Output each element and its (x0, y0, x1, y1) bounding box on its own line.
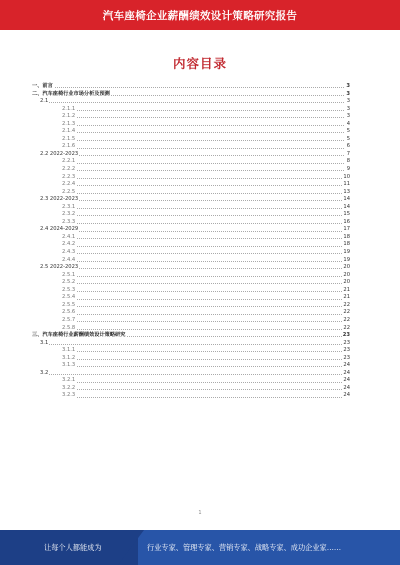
toc-entry-text: 3.1.3 (62, 362, 76, 369)
toc-leader-dots (40, 374, 344, 375)
toc-entry-text: 3.2.3 (62, 392, 76, 399)
toc-leader-dots (62, 359, 344, 360)
toc-entry-text: 2.1.5 (62, 135, 76, 142)
toc-entry-page: 17 (343, 226, 350, 233)
toc-entry[interactable] (32, 385, 350, 393)
toc-entry-text: 2.4 2024-2029 (40, 226, 79, 233)
toc-leader-dots (62, 185, 344, 186)
toc-entry-page: 22 (343, 316, 350, 323)
toc-entry[interactable] (32, 347, 350, 355)
toc-leader-dots (62, 382, 344, 383)
toc-entry-page: 20 (343, 264, 350, 271)
toc-entry-page: 23 (343, 339, 350, 346)
toc-leader-dots (62, 170, 344, 171)
toc-entry-text: 2.5.1 (62, 271, 76, 278)
toc-entry[interactable] (32, 174, 350, 182)
toc-entry-text: 3.2.2 (62, 384, 76, 391)
toc-leader-dots (40, 155, 344, 156)
toc-leader-dots (62, 215, 344, 216)
toc-entry[interactable] (32, 181, 350, 189)
toc-leader-dots (62, 261, 344, 262)
toc-entry[interactable] (32, 287, 350, 295)
toc-entry-page: 23 (342, 332, 350, 339)
toc-entry-page: 9 (346, 166, 350, 173)
toc-entry-text: 2.5 2022-2023 (40, 264, 79, 271)
toc-leader-dots (62, 178, 344, 179)
toc-entry-text: 2.4.1 (62, 233, 76, 240)
toc-entry-page: 3 (346, 98, 350, 105)
toc-entry-page: 3 (346, 113, 350, 120)
toc-leader-dots (62, 246, 344, 247)
toc-entry[interactable] (32, 279, 350, 287)
toc-entry-page: 21 (343, 286, 350, 293)
toc-entry[interactable] (32, 121, 350, 129)
toc-entry-text: 2.4.4 (62, 256, 76, 263)
toc-entry-text: 2.1 (40, 98, 49, 105)
toc-entry-text: 2.4.3 (62, 249, 76, 256)
toc-entry-text: 三、汽车座椅行业薪酬绩效设计策略研究 (32, 332, 126, 339)
toc-leader-dots (62, 125, 344, 126)
toc-entry[interactable] (32, 370, 350, 378)
toc-entry-text: 2.1.3 (62, 120, 76, 127)
toc-leader-dots (62, 140, 344, 141)
toc-entry-text: 3.2 (40, 369, 49, 376)
toc-entry[interactable] (32, 332, 350, 340)
toc-leader-dots (62, 306, 344, 307)
toc-entry-text: 2.1.1 (62, 105, 76, 112)
toc-entry-page: 18 (343, 241, 350, 248)
toc-entry-page: 14 (343, 196, 350, 203)
toc-leader-dots (62, 163, 344, 164)
toc-entry-page: 22 (343, 301, 350, 308)
toc-leader-dots (40, 268, 344, 269)
footer-wedge (118, 530, 144, 565)
toc-entry[interactable] (32, 113, 350, 121)
toc-entry[interactable] (32, 151, 350, 159)
toc-leader-dots (62, 253, 344, 254)
toc-entry-page: 24 (343, 384, 350, 391)
toc-leader-dots (40, 200, 344, 201)
toc-leader-dots (62, 366, 344, 367)
toc-entry[interactable] (32, 264, 350, 272)
table-of-contents (32, 83, 350, 400)
toc-leader-dots (62, 299, 344, 300)
toc-entry-text: 2.2.5 (62, 188, 76, 195)
toc-entry-page: 5 (346, 128, 350, 135)
toc-leader-dots (62, 397, 344, 398)
toc-entry-page: 22 (343, 324, 350, 331)
toc-entry-text: 2.3.1 (62, 203, 76, 210)
page-title: 内容目录 (172, 56, 227, 71)
toc-leader-dots (62, 276, 344, 277)
toc-leader-dots (62, 208, 344, 209)
toc-entry[interactable] (32, 355, 350, 363)
toc-entry[interactable] (32, 204, 350, 212)
toc-leader-dots (62, 314, 344, 315)
toc-entry-text: 2.3 2022-2023 (40, 196, 79, 203)
toc-entry-text: 2.2.2 (62, 166, 76, 173)
toc-entry[interactable] (32, 91, 350, 99)
toc-entry[interactable] (32, 241, 350, 249)
toc-leader-dots (62, 283, 344, 284)
toc-entry-page: 23 (343, 354, 350, 361)
toc-entry[interactable] (32, 340, 350, 348)
toc-leader-dots (62, 117, 344, 118)
toc-entry-text: 2.5.5 (62, 301, 76, 308)
toc-entry-text: 2.2.1 (62, 158, 76, 165)
toc-entry[interactable] (32, 158, 350, 166)
toc-leader-dots (62, 351, 344, 352)
toc-entry-text: 3.1.1 (62, 347, 76, 354)
toc-entry-page: 18 (343, 233, 350, 240)
toc-entry-page: 11 (343, 181, 350, 188)
toc-leader-dots (40, 231, 344, 232)
footer-slogan-right: 行业专家、管理专家、营销专家、战略专家、成功企业家…… (147, 543, 342, 552)
toc-entry-page: 24 (343, 377, 350, 384)
toc-entry[interactable] (32, 143, 350, 151)
toc-entry-text: 2.3.2 (62, 211, 76, 218)
toc-entry-page: 20 (343, 271, 350, 278)
toc-entry[interactable] (32, 325, 350, 333)
toc-entry-page: 24 (343, 392, 350, 399)
toc-entry[interactable] (32, 83, 350, 91)
toc-entry[interactable] (32, 302, 350, 310)
report-title: 汽车座椅企业薪酬绩效设计策略研究报告 (102, 10, 298, 22)
toc-entry-text: 2.4.2 (62, 241, 76, 248)
toc-leader-dots (32, 87, 344, 88)
toc-entry-page: 7 (346, 150, 350, 157)
toc-entry-page: 3 (346, 90, 350, 97)
toc-entry-page: 14 (343, 203, 350, 210)
toc-entry-text: 2.1.2 (62, 113, 76, 120)
toc-entry-text: 2.5.3 (62, 286, 76, 293)
toc-leader-dots (62, 132, 344, 133)
toc-leader-dots (62, 321, 344, 322)
toc-entry-text: 2.5.6 (62, 309, 76, 316)
toc-entry[interactable] (32, 196, 350, 204)
toc-entry-text: 二、汽车座椅行业市场分析及预测 (32, 90, 110, 97)
toc-entry-text: 2.5.4 (62, 294, 76, 301)
toc-entry-page: 15 (343, 211, 350, 218)
toc-entry-page: 23 (343, 347, 350, 354)
footer-slogan-left: 让每个人都能成为 (44, 543, 102, 552)
toc-entry-text: 2.2.4 (62, 181, 76, 188)
toc-entry-page: 3 (346, 105, 350, 112)
toc-entry-page: 24 (343, 369, 350, 376)
footer-bar (0, 530, 400, 565)
toc-entry-text: 2.5.8 (62, 324, 76, 331)
toc-entry-page: 4 (346, 120, 350, 127)
toc-leader-dots (62, 223, 344, 224)
toc-entry-page: 10 (343, 173, 350, 180)
toc-entry[interactable] (32, 234, 350, 242)
toc-entry[interactable] (32, 189, 350, 197)
toc-entry-text: 2.2 2022-2023 (40, 150, 79, 157)
toc-leader-dots (62, 329, 344, 330)
toc-entry-page: 19 (343, 256, 350, 263)
toc-leader-dots (62, 291, 344, 292)
toc-entry-text: 3.2.1 (62, 377, 76, 384)
toc-entry-text: 2.5.7 (62, 316, 76, 323)
toc-entry[interactable] (32, 98, 350, 106)
toc-entry[interactable] (32, 362, 350, 370)
toc-entry-page: 24 (343, 362, 350, 369)
toc-entry-text: 3.1.2 (62, 354, 76, 361)
toc-leader-dots (40, 102, 344, 103)
toc-entry[interactable] (32, 392, 350, 400)
toc-entry-page: 22 (343, 309, 350, 316)
toc-entry-page: 13 (343, 188, 350, 195)
toc-entry-page: 3 (346, 83, 350, 89)
toc-entry[interactable] (32, 294, 350, 302)
toc-entry-page: 16 (343, 218, 350, 225)
toc-leader-dots (62, 110, 344, 111)
toc-entry[interactable] (32, 249, 350, 257)
toc-entry-text: 2.1.4 (62, 128, 76, 135)
toc-entry[interactable] (32, 211, 350, 219)
toc-leader-dots (62, 238, 344, 239)
toc-entry-text: 一、前言 (32, 83, 53, 89)
toc-entry-page: 5 (346, 135, 350, 142)
toc-entry[interactable] (32, 128, 350, 136)
toc-entry-text: 2.5.2 (62, 279, 76, 286)
toc-entry-text: 2.3.3 (62, 218, 76, 225)
toc-entry[interactable] (32, 136, 350, 144)
toc-entry-page: 19 (343, 249, 350, 256)
header-bar (0, 0, 400, 30)
toc-entry[interactable] (32, 317, 350, 325)
toc-leader-dots (40, 344, 344, 345)
toc-entry-text: 2.1.6 (62, 143, 76, 150)
toc-entry[interactable] (32, 219, 350, 227)
toc-entry-text: 2.2.3 (62, 173, 76, 180)
toc-entry-page: 6 (346, 143, 350, 150)
toc-entry[interactable] (32, 309, 350, 317)
page-number: 1 (198, 510, 202, 516)
toc-leader-dots (62, 148, 344, 149)
toc-entry[interactable] (32, 106, 350, 114)
toc-entry[interactable] (32, 166, 350, 174)
toc-entry-page: 20 (343, 279, 350, 286)
toc-leader-dots (62, 193, 344, 194)
toc-entry-page: 8 (346, 158, 350, 165)
toc-entry[interactable] (32, 226, 350, 234)
toc-entry-page: 21 (343, 294, 350, 301)
toc-entry[interactable] (32, 272, 350, 280)
toc-entry[interactable] (32, 257, 350, 265)
toc-leader-dots (62, 389, 344, 390)
toc-entry-text: 3.1 (40, 339, 49, 346)
toc-entry[interactable] (32, 377, 350, 385)
